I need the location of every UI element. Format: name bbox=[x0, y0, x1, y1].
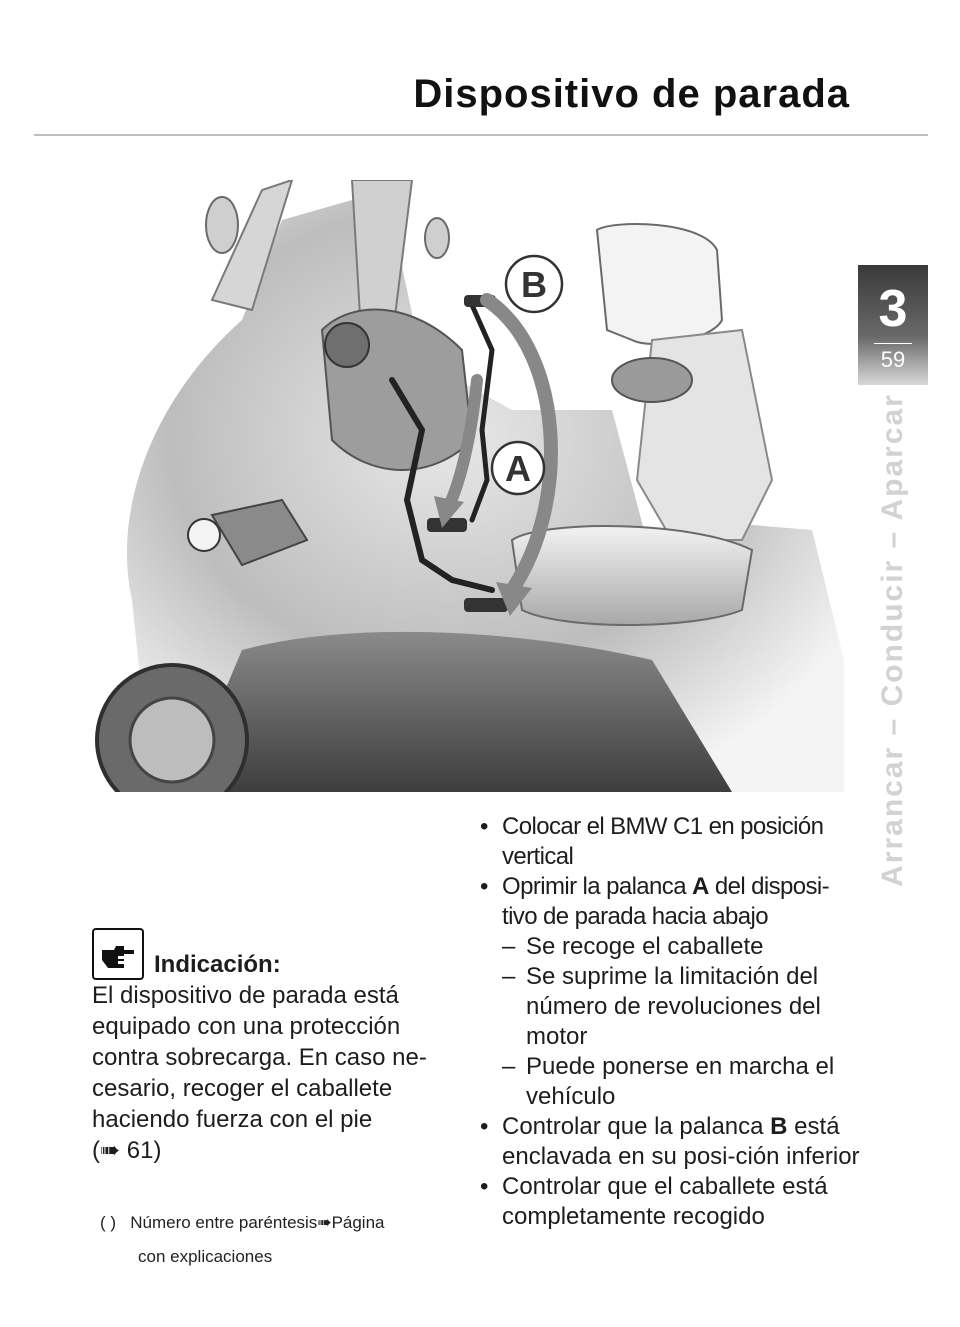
front-wheel-hub bbox=[130, 698, 214, 782]
page-number: 59 bbox=[880, 347, 906, 372]
footnote-parens: ( ) bbox=[100, 1213, 117, 1232]
seat bbox=[512, 526, 752, 625]
instruction-sub-3: – Puede ponerse en marcha el vehículo bbox=[480, 1052, 860, 1112]
note-hand-icon bbox=[92, 928, 144, 980]
note-ref-page: 61) bbox=[120, 1137, 162, 1164]
footnote bbox=[100, 1206, 470, 1274]
bmw-logo bbox=[188, 519, 220, 551]
callout-b-label: B bbox=[521, 264, 547, 305]
scooter-illustration bbox=[92, 180, 844, 792]
instruction-bullet-3-post: está enclavada en su posi-ción inferior bbox=[502, 1113, 860, 1170]
instruction-sub-1: – Se recoge el caballete bbox=[480, 932, 860, 962]
chapter-tab bbox=[858, 265, 928, 385]
header-rule bbox=[34, 134, 928, 136]
callout-a-label: A bbox=[505, 448, 531, 489]
instruction-bullet-3 bbox=[480, 1112, 860, 1172]
footnote-text-1: Número entre paréntesis bbox=[130, 1213, 318, 1232]
page-title: Dispositivo de parada bbox=[413, 72, 850, 116]
note-ref-open: ( bbox=[92, 1137, 100, 1164]
footnote-line-1 bbox=[100, 1206, 470, 1240]
mirror-right bbox=[425, 218, 449, 258]
chapter-number: 3 bbox=[878, 280, 908, 338]
instruction-bullet-1: • Colocar el BMW C1 en posición vertical bbox=[480, 812, 860, 872]
footnote-arrow-icon: ➠ bbox=[317, 1213, 332, 1232]
rear-mirror bbox=[612, 358, 692, 402]
instruction-bullet-4: • Controlar que el caballete está completamente recogido bbox=[480, 1172, 860, 1232]
instruction-bullet-2-pre: Oprimir la palanca bbox=[502, 873, 693, 900]
backrest-frame bbox=[597, 224, 722, 344]
note-heading: Indicación: bbox=[154, 951, 281, 978]
note-block bbox=[92, 928, 472, 1166]
page-arrow-icon: ➠ bbox=[100, 1137, 121, 1164]
chapter-side-title: Arrancar – Conducir – Aparcar bbox=[876, 393, 909, 887]
instruction-bullet-2 bbox=[480, 872, 860, 932]
instruction-list bbox=[480, 812, 860, 1232]
footnote-text-2: Página bbox=[331, 1213, 385, 1232]
lever-b-ref: B bbox=[770, 1113, 788, 1140]
instruction-bullet-3-pre: Controlar que la palanca bbox=[502, 1113, 771, 1140]
lever-a-ref: A bbox=[692, 873, 709, 900]
note-body: El dispositivo de parada está equipado con una protección contra sobrecarga. En caso ne-cesario, recoger el caballete haciendo fuerza con el pie (➠ 61) bbox=[92, 982, 427, 1164]
chapter-divider bbox=[874, 343, 912, 344]
lever-a-handle bbox=[464, 598, 508, 612]
mirror-left bbox=[206, 197, 238, 253]
instrument-cluster bbox=[325, 323, 369, 367]
footnote-text-3: con explicaciones bbox=[138, 1247, 273, 1266]
note-header bbox=[92, 928, 472, 980]
instruction-bullet-2-post: del disposi-tivo de parada hacia abajo bbox=[502, 873, 830, 930]
instruction-sub-2: – Se suprime la limitación del número de revoluciones del motor bbox=[480, 962, 860, 1052]
